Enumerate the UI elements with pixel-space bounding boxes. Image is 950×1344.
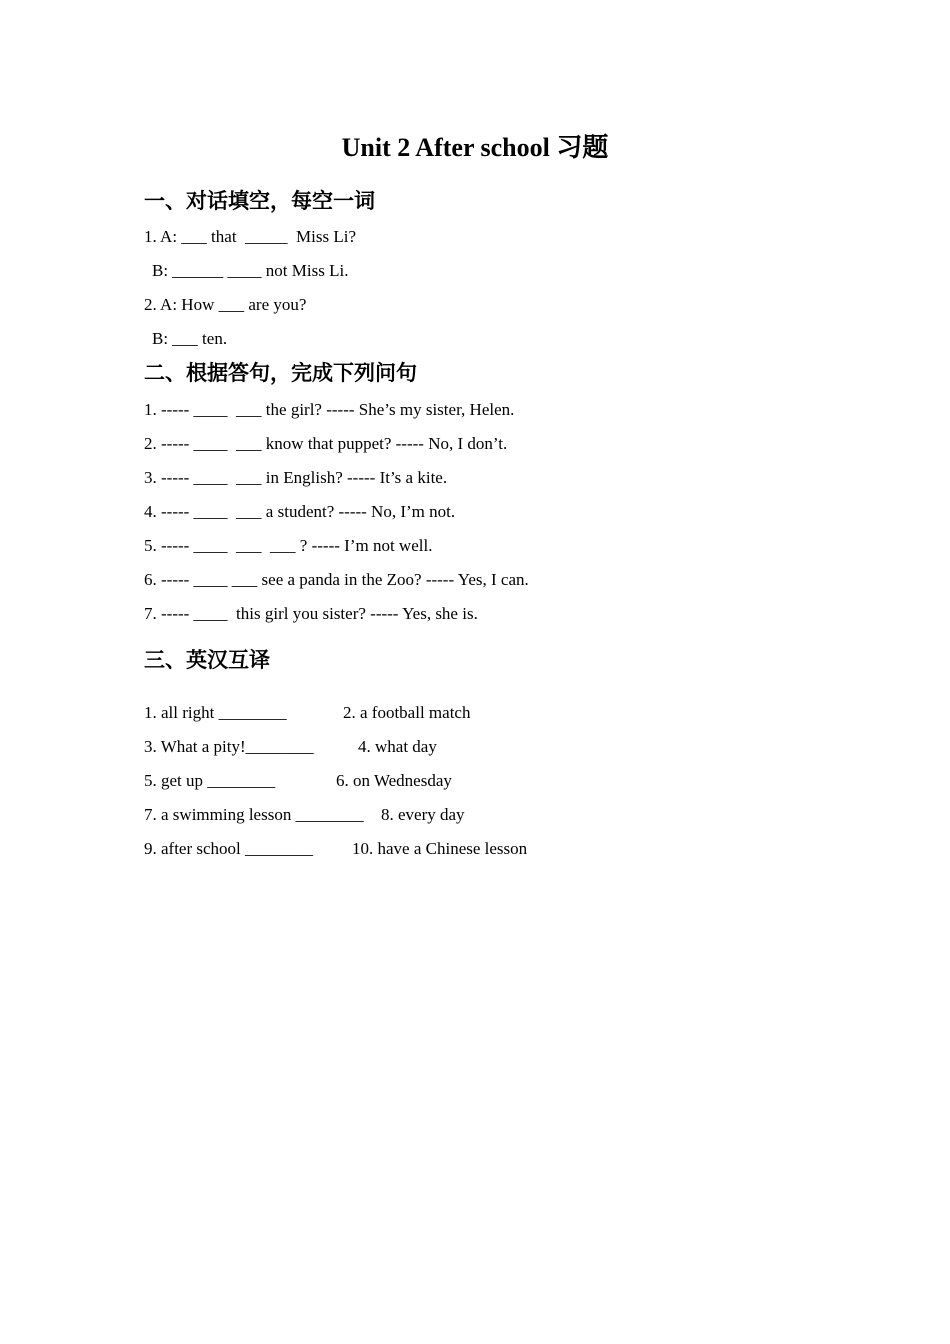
section2-line-1: 1. ----- ____ ___ the girl? ----- She’s my sister, Helen.	[144, 400, 515, 419]
section1-line-2: B: ______ ____ not Miss Li.	[152, 261, 349, 280]
section2-line-6: 6. ----- ____ ___ see a panda in the Zoo? ----- Yes, I can.	[144, 570, 529, 589]
section2-line-5: 5. ----- ____ ___ ___ ? ----- I’m not well.	[144, 536, 433, 555]
section1-line-4: B: ___ ten.	[152, 329, 228, 348]
section3-row-5-right: 10. have a Chinese lesson	[352, 839, 528, 858]
section3-row-2-right: 4. what day	[358, 737, 437, 756]
section2-line-7: 7. ----- ____ this girl you sister? ----- Yes, she is.	[144, 604, 478, 623]
section2-line-4: 4. ----- ____ ___ a student? ----- No, I’m not.	[144, 502, 456, 521]
section2-heading: 二、根据答句，完成下列问句	[144, 361, 417, 385]
section3-row-4-right: 8. every day	[381, 805, 465, 824]
section3-row-3-right: 6. on Wednesday	[336, 771, 452, 790]
section3-row-5-left: 9. after school ________	[144, 839, 314, 858]
section3-row-3-left: 5. get up ________	[144, 771, 276, 790]
section3-row-1-left: 1. all right ________	[144, 703, 287, 722]
section3-row-4-left: 7. a swimming lesson ________	[144, 805, 364, 824]
section1-heading: 一、对话填空，每空一词	[144, 189, 375, 213]
section2-line-2: 2. ----- ____ ___ know that puppet? ----- No, I don’t.	[144, 434, 508, 453]
section1-line-1: 1. A: ___ that _____ Miss Li?	[144, 227, 357, 246]
page-title: Unit 2 After school 习题	[341, 133, 609, 162]
section2-line-3: 3. ----- ____ ___ in English? ----- It’s a kite.	[144, 468, 448, 487]
section3-row-2-left: 3. What a pity!________	[144, 737, 314, 756]
section3-heading: 三、英汉互译	[144, 648, 270, 672]
section3-row-1-right: 2. a football match	[343, 703, 471, 722]
section1-line-3: 2. A: How ___ are you?	[144, 295, 307, 314]
